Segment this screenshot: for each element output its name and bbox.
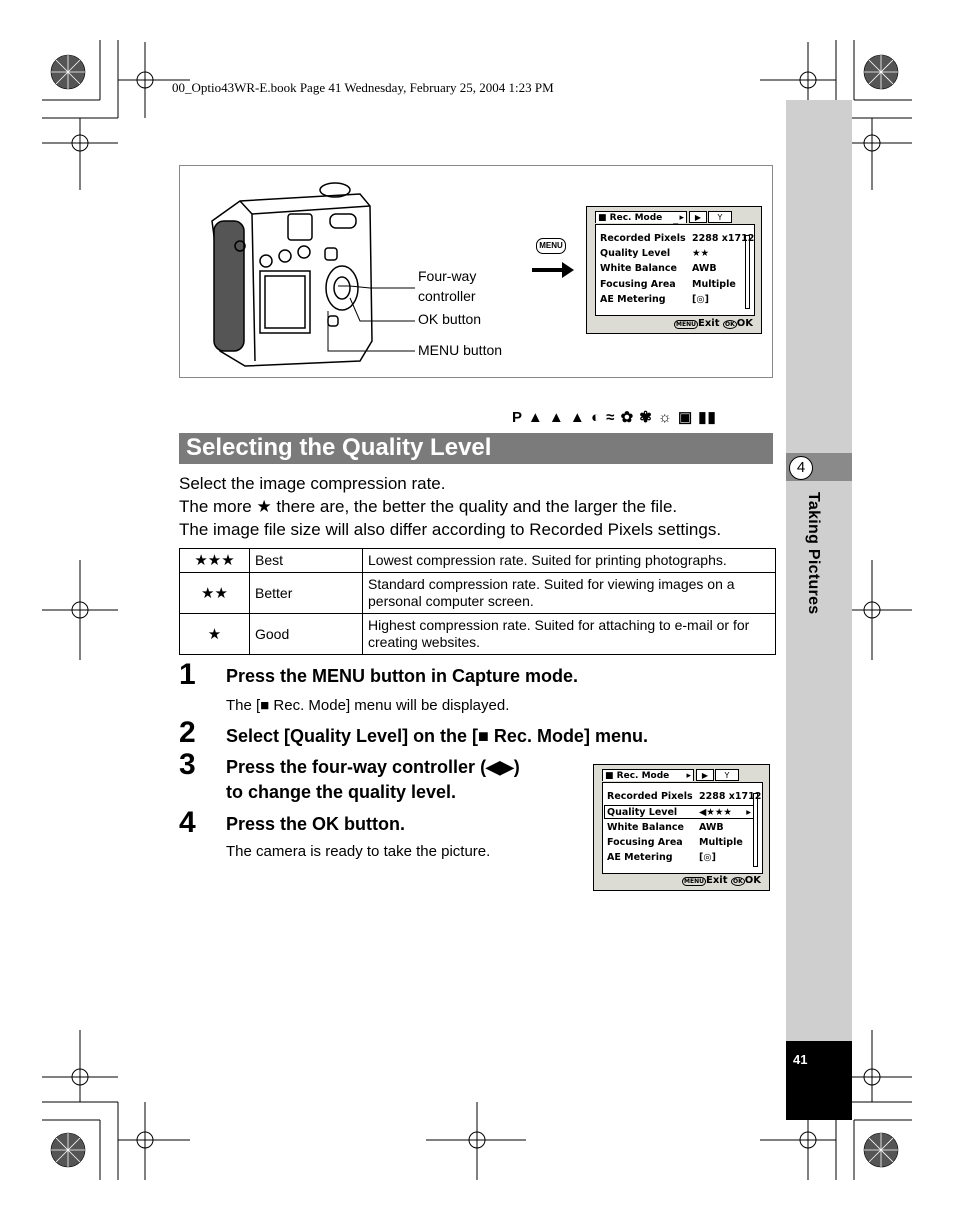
tab-setup <box>715 769 739 781</box>
lcd-scrollbar <box>745 235 750 309</box>
lcd-quality-level-menu <box>593 764 770 891</box>
tab-rec-mode: ■ Rec. Mode ▸ <box>602 769 694 781</box>
lcd-row-quality-level: Quality Level ★★ <box>600 248 710 259</box>
step-title-3: Press the four-way controller (◀▶) <box>226 757 520 777</box>
tab-rec-mode: ■ Rec. Mode ▸ <box>595 211 687 223</box>
desc-cell: Lowest compression rate. Suited for printing photographs. <box>363 549 776 573</box>
ok-key-icon: OK <box>733 878 743 885</box>
lcd-footer: MENU Exit OK OK <box>684 875 761 886</box>
step-sub-1: The [■ Rec. Mode] menu will be displayed. <box>226 697 510 714</box>
table-row <box>180 573 776 614</box>
desc-cell: Standard compression rate. Suited for viewing images on a personal computer screen. <box>363 573 776 614</box>
lcd-row-recorded-pixels: Recorded Pixels 2288 x1712 <box>607 791 762 802</box>
lcd-row-white-balance: White Balance AWB <box>607 822 724 833</box>
mode-icons-row: P ▲ ▲ ▲ ◐ ≈ ✿ ✾ ☼ ▣ ▮▮ <box>512 409 717 426</box>
intro-line-1: Select the image compression rate. <box>179 474 446 493</box>
intro-line-2: The more ★ there are, the better the quality and the larger the file. <box>179 497 678 516</box>
step-title-4: Press the OK button. <box>226 814 406 834</box>
tab-setup <box>708 211 732 223</box>
chapter-title: Taking Pictures <box>805 492 822 615</box>
play-icon: ▶ <box>694 213 702 222</box>
step-title-2: Select [Quality Level] on the [■ Rec. Mode] menu. <box>226 726 648 746</box>
stars-cell: ★★ <box>180 573 250 614</box>
lcd-row-white-balance: White Balance AWB <box>600 263 717 274</box>
page-number: 41 <box>793 1052 808 1067</box>
wrench-icon: Y <box>724 771 730 780</box>
lcd-scrollbar <box>753 793 758 867</box>
lcd-footer: MENU Exit OK OK <box>676 318 753 329</box>
callout-four-way-controller: Four-way controller <box>418 268 477 304</box>
camera-icon: ■ <box>598 213 607 223</box>
step-number-2: 2 <box>179 716 196 749</box>
lcd-row-recorded-pixels: Recorded Pixels 2288 x1712 <box>600 233 755 244</box>
step-number-4: 4 <box>179 806 196 839</box>
table-row <box>180 614 776 655</box>
lcd-rec-mode-menu <box>586 206 762 334</box>
tab-playback <box>696 769 714 781</box>
wrench-icon: Y <box>717 213 723 222</box>
camera-icon: ■ <box>605 771 614 781</box>
book-print-line: 00_Optio43WR-E.book Page 41 Wednesday, February 25, 2004 1:23 PM <box>172 80 554 95</box>
menu-key-icon: MENU <box>684 878 705 885</box>
callout-ok-button: OK button <box>418 311 482 327</box>
chapter-number: 4 <box>789 456 813 480</box>
level-cell: Best <box>250 549 363 573</box>
stars-cell: ★★★ <box>180 549 250 573</box>
arrow-right-icon <box>532 260 576 280</box>
lcd-row-quality-level-selected: Quality Level ◀★★★ ▸ <box>604 805 754 819</box>
level-cell: Better <box>250 573 363 614</box>
step-sub-4: The camera is ready to take the picture. <box>226 843 491 860</box>
lcd-row-ae-metering: AE Metering [◎] <box>600 294 709 305</box>
step-title-1: Press the MENU button in Capture mode. <box>226 666 579 686</box>
step-title-3b: to change the quality level. <box>226 782 457 802</box>
play-icon: ▶ <box>701 771 709 780</box>
intro-line-3: The image file size will also differ according to Recorded Pixels settings. <box>179 520 722 539</box>
step-number-3: 3 <box>179 748 196 781</box>
camera-figure <box>179 165 773 378</box>
level-cell: Good <box>250 614 363 655</box>
lcd-row-ae-metering: AE Metering [◎] <box>607 852 716 863</box>
stars-cell: ★ <box>180 614 250 655</box>
ok-key-icon: OK <box>725 321 735 328</box>
table-row <box>180 549 776 573</box>
lcd-row-focusing-area: Focusing Area Multiple <box>607 837 743 848</box>
menu-key-icon: MENU <box>536 238 566 254</box>
step-number-1: 1 <box>179 658 196 691</box>
callout-menu-button: MENU button <box>418 342 503 358</box>
section-title: Selecting the Quality Level <box>186 434 492 461</box>
lcd-row-focusing-area: Focusing Area Multiple <box>600 279 736 290</box>
quality-table <box>179 548 776 655</box>
tab-playback <box>689 211 707 223</box>
desc-cell: Highest compression rate. Suited for attaching to e-mail or for creating websites. <box>363 614 776 655</box>
menu-key-icon: MENU <box>676 321 697 328</box>
